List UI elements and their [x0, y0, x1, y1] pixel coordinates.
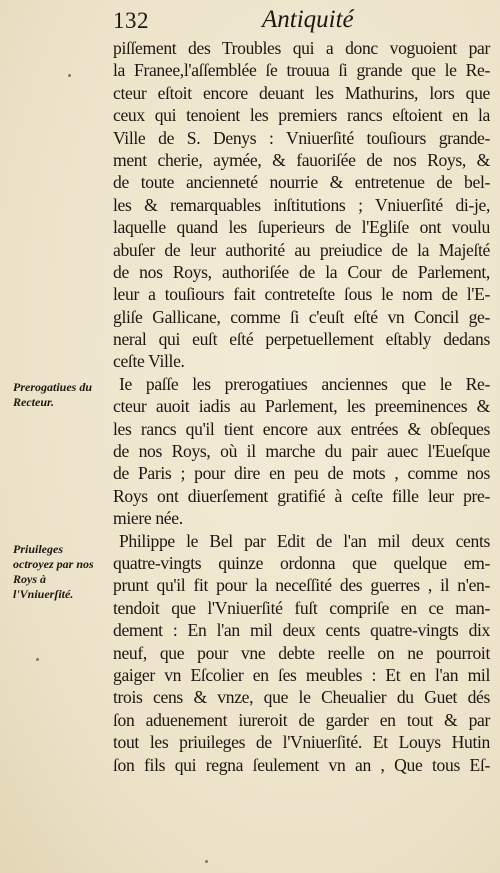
text-line: Roys ont diuerſement gratifié à ceſte fille leur pre-: [113, 485, 490, 506]
text-line: quatre-vingts quinze ordonna que quelque em-: [113, 552, 490, 573]
text-line: tendoit que l'Vniuerſité fuſt compriſe en ce man-: [113, 597, 490, 618]
page-number: 132: [113, 8, 149, 33]
text-line: Ville de S. Denys : Vniuerſité touſiours grande-: [113, 127, 490, 148]
text-line: neral qui euſt eſté perpetuellement eſtably dedans: [113, 329, 490, 350]
text-line: ceſte Ville.: [113, 351, 185, 372]
ink-speck: [68, 74, 71, 77]
text-line: de nos Roys, authoriſée de la Cour de Parlement,: [113, 261, 490, 282]
text-line: laquelle quand les ſuperieurs de l'Egliſe ont voulu: [113, 217, 490, 238]
text-line: cteur eſtoit encore deuant les Mathurins, lors que: [113, 82, 490, 103]
ink-speck: [205, 860, 208, 863]
ink-speck: [36, 658, 39, 661]
text-line: cteur auoit iadis au Parlement, les preeminences &: [113, 396, 490, 417]
paragraph: [113, 37, 490, 373]
margin-note-privileges: Priuileges octroyez par nos Roys à l'Vniuerſité.: [13, 542, 94, 601]
text-line: ment cherie, aymée, & fauoriſée de nos Roys, &: [113, 149, 490, 170]
text-line: tout les priuileges de l'Vniuerſité. Et Louys Hutin: [113, 732, 490, 753]
paragraph: [113, 373, 490, 530]
running-title: Antiquité: [262, 6, 354, 33]
text-line: de toute ancienneté nourrie & entretenue de bel-: [113, 172, 490, 193]
paragraph: [113, 530, 490, 776]
text-line: piſſement des Troubles qui a donc voguoient par: [113, 38, 490, 58]
text-line: dement : En l'an mil deux cents quatre-vingts dix: [113, 620, 490, 641]
text-line: de nos Roys, où il marche du pair auec l'Eueſque: [113, 441, 490, 462]
text-line: la Franee,l'aſſemblée ſe trouua ſi grande que le Re-: [113, 60, 490, 81]
text-line: prunt qu'il fit pour la neceſſité des guerres , il n'en-: [113, 575, 490, 596]
text-line: les & remarquables inſtitutions ; Vniuerſité di-je,: [113, 194, 490, 215]
text-line: gliſe Gallicane, comme ſi c'euſt eſté vn Concil ge-: [113, 306, 490, 327]
text-line: gaiger vn Eſcolier en ſes meubles : Et en l'an mil: [113, 664, 490, 685]
text-line: ceux qui tenoient les premiers rancs eſtoient en la: [113, 105, 490, 126]
text-line: abuſer de leur authorité au preiudice de la Majeſté: [113, 239, 490, 260]
margin-note-prerogatives: Prerogatiues du Recteur.: [13, 380, 93, 409]
text-line: ſon aduenement iureroit de garder en tout & par: [113, 709, 490, 730]
text-line: Philippe le Bel par Edit de l'an mil deux cents: [119, 530, 490, 551]
text-line: les rancs qu'il tient encore aux entrées & obſeques: [113, 418, 490, 439]
body-text: [113, 37, 490, 776]
text-line: trois cens & vnze, que le Cheualier du Guet dés: [113, 687, 490, 708]
text-line: leur a touſiours fait contreteſte ſous le nom de l'E-: [113, 284, 490, 305]
text-line: Ie paſſe les prerogatiues anciennes que le Re-: [119, 373, 490, 394]
page-header: [0, 4, 500, 40]
text-line: ſon fils qui regna ſeulement vn an , Que tous Eſ-: [113, 754, 490, 775]
text-line: miere née.: [113, 508, 183, 529]
text-line: neuf, que pour vne debte reelle on ne pourroit: [113, 642, 490, 663]
text-line: de Paris ; pour dire en peu de mots , comme nos: [113, 463, 490, 484]
